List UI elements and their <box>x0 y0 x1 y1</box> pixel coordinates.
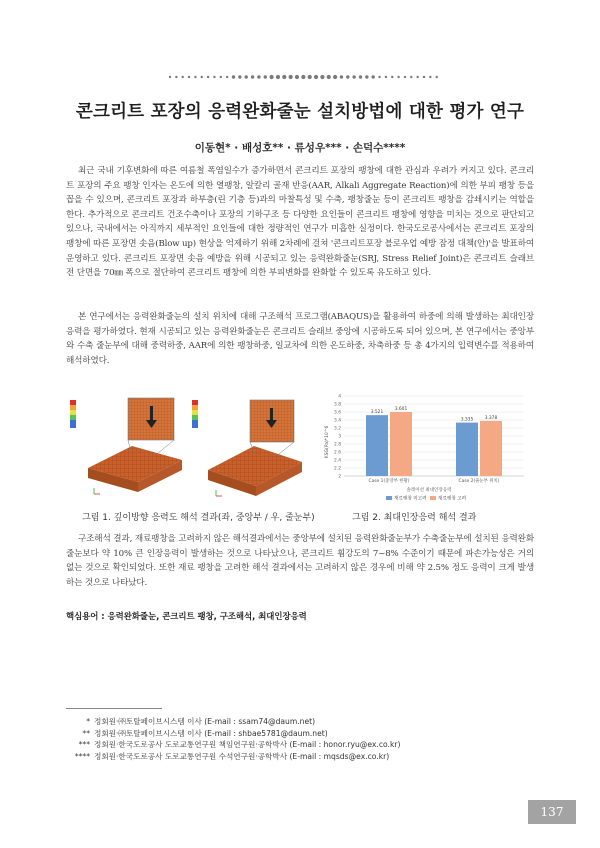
decorative-dot <box>276 75 280 79</box>
footnote-3 <box>66 739 546 751</box>
decorative-dot <box>391 76 393 78</box>
y-tick-label: 2.4 <box>334 458 341 464</box>
legend-swatch-series-1 <box>386 496 392 500</box>
chart-y-axis-label: KSG(Pa)*10^6 <box>325 425 330 459</box>
decorative-dot <box>385 76 387 78</box>
body-paragraph-3: 구조해석 결과, 재료팽창을 고려하지 않은 해석결과에서는 중앙부에 설치된 응력완화줄눈부가 수축줄눈부에 설치된 응력완화줄눈보다 약 10% 큰 인장응력이 발생하는 것으로 나타났으나, 콘크리트 휨강도의 7~8% 수준이기 때문에 파손가능성은 거의 없는 것으로 확인되었다. 또한 재료 팽창을 고려한 해석 결과에서는 고려하지 않은 경우에 비해 약 2.5% 정도 응력이 크게 발생하는 것으로 나타났다. <box>66 534 534 588</box>
chart-x-axis-label: 솔레이션 최대인장응력 <box>406 488 452 493</box>
footnote-1 <box>66 716 546 728</box>
bar-value-label: 3.601 <box>394 406 408 412</box>
chart-bars <box>366 406 502 476</box>
decorative-dot <box>264 75 267 78</box>
bar-2-2 <box>480 421 502 476</box>
x-category-label: Case 2(줄눈부 위치) <box>458 479 500 484</box>
footnote-mark: *** <box>78 740 90 749</box>
decorative-dot <box>213 76 215 78</box>
decorative-dot <box>340 75 343 78</box>
decorative-dot <box>410 76 412 78</box>
decorative-dot <box>333 75 337 79</box>
y-tick-label: 3 <box>338 434 341 440</box>
y-tick-label: 4 <box>338 394 341 400</box>
decorative-dot <box>314 75 318 79</box>
keywords-line <box>66 610 536 622</box>
decorative-dot <box>429 76 431 78</box>
footnote-mark: ** <box>82 728 90 738</box>
figure-1-fem-results <box>68 396 304 508</box>
footnote-2 <box>66 728 546 740</box>
decorative-dot <box>201 76 203 78</box>
chart-x-categories <box>369 477 500 484</box>
decorative-dot <box>282 75 286 79</box>
y-tick-label: 2.8 <box>334 442 341 448</box>
fem-model-joint <box>192 400 302 496</box>
decorative-dot <box>245 75 248 78</box>
footnote-text: 정회원·㈜토탈페이브시스템 이사 (E-mail : shbae5781@daum.net) <box>94 728 328 738</box>
bar-value-label: 3.335 <box>460 417 474 423</box>
y-tick-label: 2 <box>338 474 341 480</box>
decorative-dot <box>232 75 235 78</box>
decorative-dot <box>270 75 274 79</box>
figure-2-caption: 그림 2. 최대인장응력 해석 결과 <box>352 513 477 523</box>
bar-value-label: 3.521 <box>370 410 384 416</box>
decorative-dot <box>238 75 241 78</box>
y-tick-label: 3.2 <box>334 426 341 432</box>
footnote-text: 정회원·한국도로공사 도로교통연구원 수석연구원·공학박사 (E-mail : mqsds@ex.co.kr) <box>94 751 390 761</box>
y-tick-label: 3.4 <box>334 418 341 424</box>
chart-y-ticks <box>334 394 341 480</box>
footnotes <box>66 716 546 762</box>
legend-label-series-2: 재료팽창 고려 <box>438 496 467 502</box>
decorative-dot <box>346 75 349 78</box>
y-tick-label: 2.6 <box>334 450 341 456</box>
keywords-text: 응력완화줄눈, 콘크리트 팽창, 구조해석, 최대인장응력 <box>107 611 307 621</box>
decorative-dot <box>359 75 362 78</box>
decorative-dot <box>194 76 196 78</box>
legend-swatch-series-2 <box>430 496 436 500</box>
bar-2-1 <box>390 412 412 476</box>
decorative-dot <box>308 75 312 79</box>
decorative-dot <box>251 75 254 78</box>
decorative-dot <box>301 75 305 79</box>
footnote-text: 정회원·㈜토탈페이브시스템 이사 (E-mail : ssam74@daum.net) <box>94 717 316 726</box>
decorative-dot <box>372 75 375 78</box>
x-category-label: Case 1(중앙부 현황) <box>368 479 410 484</box>
decorative-dot <box>295 75 299 79</box>
bar-1-1 <box>366 415 388 476</box>
chart-legend <box>386 495 466 502</box>
footnote-text: 정회원·한국도로공사 도로교통연구원 책임연구원·공학박사 (E-mail : honor.ryu@ex.co.kr) <box>94 740 401 749</box>
decorative-dot <box>320 75 324 79</box>
bar-1-2 <box>456 423 478 476</box>
decorative-dot <box>365 75 368 78</box>
fem-model-center <box>70 398 182 494</box>
decorative-dot <box>257 75 260 78</box>
author-list: 이동현* · 배성호** · 류성우*** · 손덕수**** <box>194 142 406 154</box>
decorative-dot <box>416 76 418 78</box>
y-tick-label: 2.2 <box>334 466 341 472</box>
footnote-divider <box>66 708 162 709</box>
decorative-dot <box>352 75 355 78</box>
body-paragraph-1: 최근 국내 기후변화에 따른 여름철 폭염일수가 증가하면서 콘크리트 포장의 팽창에 대한 관심과 우려가 커지고 있다. 콘크리트 포장의 주요 팽창 인자는 온도에 의한 열팽창, 알칼리 골재 반응(AAR, Alkali Aggregate Reaction)에 의한 부피 팽창 등을 꼽을 수 있으며, 콘크리트 포장과 하부층(린 기층 등)과의 마찰특성 및 수축, 팽창줄눈 등이 콘크리트 팽창을 감쇄시키는 역할을 한다. 추가적으로 콘크리트 건조수축이나 포장의 기하구조 등 다양한 요인들이 콘크리트 팽창에 영향을 미치는 것으로 판단되고 있으나, 국내에서는 아직까지 세부적인 요인들에 대한 정량적인 연구가 미흡한 실정이다. 한국도로공사에서는 콘크리트 포장의 팽창에 따른 포장면 솟음(Blow up) 현상을 억제하기 위해 2차례에 걸쳐 '콘크리트포장 블로우업 예방 잠정 대책(안)'을 발표하여 운영하고 있다. 콘크리트 포장면 솟음 예방을 위해 시공되고 있는 응력완화줄눈(SRJ, Stress Relief Joint)은 콘크리트 슬래브 전 단면을 70㎜ 폭으로 절단하여 콘크리트 팽창에 의한 부피변화를 완화할 수 있도록 유도하고 있다. <box>66 166 534 279</box>
page-number: 137 <box>528 800 576 824</box>
footnote-4 <box>66 751 546 763</box>
decorative-dot <box>378 76 380 78</box>
body-paragraph-2: 본 연구에서는 응력완화줄눈의 설치 위치에 대해 구조해석 프로그램(ABAQUS)을 활용하여 하중에 의해 발생하는 최대인장응력을 평가하였다. 현재 시공되고 있는 응력완화줄눈은 콘크리트 슬래브 중앙에 시공하도록 되어 있으며, 본 연구에서는 중앙부와 수축 줄눈부에 대해 중력하중, AAR에 의한 팽창하중, 일교차에 의한 온도하중, 차축하중 등 총 4가지의 입력변수를 적용하여 해석하였다. <box>66 312 534 366</box>
decorative-dot <box>175 76 177 78</box>
y-tick-label: 3.8 <box>334 402 341 408</box>
decorative-dot <box>404 76 406 78</box>
decorative-dot <box>436 76 438 78</box>
decorative-dot <box>220 76 222 78</box>
decorative-dot-row <box>0 72 600 82</box>
decorative-dot <box>182 76 184 78</box>
paper-title: 콘크리트 포장의 응력완화줄눈 설치방법에 대한 평가 연구 <box>75 102 525 122</box>
decorative-dot <box>423 76 425 78</box>
decorative-dot <box>327 75 331 79</box>
legend-label-series-1: 재료팽창 미고려 <box>394 496 427 502</box>
figure-1-caption: 그림 1. 깊이방향 응력도 해석 결과(좌, 중앙부 / 우, 줄눈부) <box>82 513 315 523</box>
decorative-dot <box>207 76 209 78</box>
decorative-dot <box>289 75 293 79</box>
decorative-dot <box>169 76 171 78</box>
bar-value-label: 3.378 <box>484 415 498 421</box>
footnote-mark: **** <box>74 751 90 761</box>
decorative-dot <box>397 76 399 78</box>
figure-2-bar-chart <box>318 390 530 508</box>
footnote-mark: * <box>86 717 90 726</box>
decorative-dot <box>188 76 190 78</box>
y-tick-label: 3.6 <box>334 410 341 416</box>
keywords-label: 핵심용어 : <box>66 611 105 621</box>
decorative-dot <box>226 76 228 78</box>
